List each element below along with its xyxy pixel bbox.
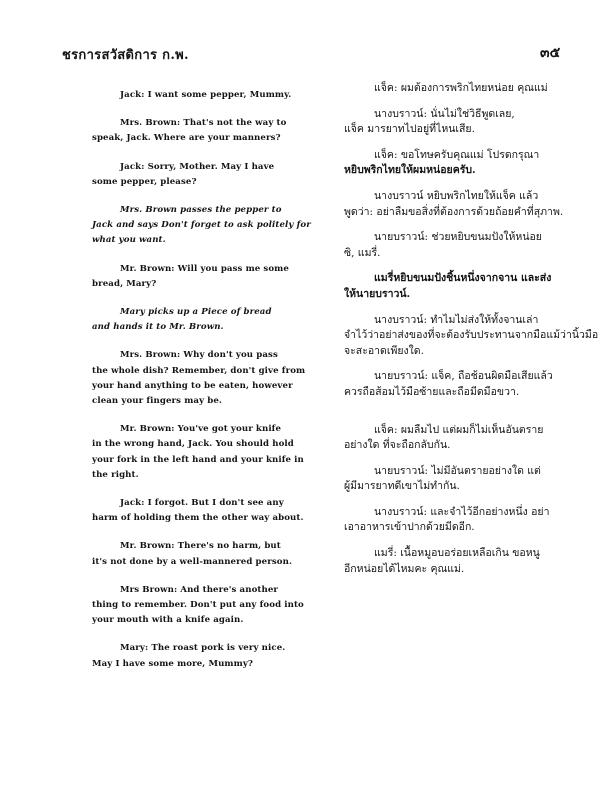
english-column (92, 88, 316, 685)
thai-line: นางบราวน์: นั่นไม่ใช่วิธีพูดเลย, แจ็ค มารยาทไปอยู่ที่ไหนเสีย. (344, 107, 515, 136)
dialogue-line: Mrs. Brown: That's not the way to speak, Jack. Where are your manners? (92, 118, 287, 144)
stage-direction: Mary picks up a Piece of bread and hands it to Mr. Brown. (92, 307, 272, 333)
thai-line: นายบราวน์: ช่วยหยิบขนมปังให้หน่อย ซิ, แมรี่. (344, 231, 542, 259)
thai-column (344, 81, 600, 587)
thai-line: นางบราวน์: ทำไมไม่ส่งให้ทั้งจานเล่า จำไว้ว่าอย่าส่งของที่จะต้องรับประทานจากมือแม้ว่านิ้วมือจะสะอาดเพียงใด. (344, 313, 599, 357)
thai-line: แจ็ค: ขอโทษครับคุณแม่ โปรดกรุณา หยิบพริกไทยให้ผมหน่อยครับ. (344, 148, 540, 177)
dialogue-line: Mrs. Brown: Why don't you pass the whole dish? Remember, don't give from your hand anything to be eaten, however clean your fingers may be. (92, 350, 306, 407)
dialogue-line: Mr. Brown: You've got your knife in the wrong hand, Jack. You should hold your fork in the left hand and your knife in the right. (92, 424, 304, 480)
dialogue-line: Jack: I forgot. But I don't see any harm of holding them the other way about. (92, 498, 304, 524)
dialogue-line: Jack: Sorry, Mother. May I have some pepper, please? (92, 161, 275, 187)
thai-line: แจ็ค: ผมลืมไป แต่ผมก็ไม่เห็นอันตราย อย่างใด ที่จะถือกลับกัน. (344, 423, 544, 452)
page-number: ๓๕ (540, 45, 561, 61)
thai-line: นายบราวน์: แจ็ค, ถือช้อนผิดมือเสียแล้ว ควรถือส้อมไว้มือซ้ายและถือมีดมือขวา. (344, 370, 553, 398)
stage-direction: Mrs. Brown passes the pepper to Jack and says Don't forget to ask politely for what you want. (92, 205, 311, 246)
dialogue-line: Mr. Brown: There's no harm, but it's not done by a well-mannered person. (92, 541, 293, 567)
dialogue-line: Jack: I want some pepper, Mummy. (120, 90, 292, 100)
dialogue-line: Mary: The roast pork is very nice. May I have some more, Mummy? (92, 643, 286, 669)
thai-line: นางบราวน์: และจำไว้อีกอย่างหนึ่ง อย่า เอาอาหารเข้าปากด้วยมีดอีก. (344, 505, 550, 534)
running-header: ชรการสวัสดิการ ก.พ. (62, 48, 189, 63)
thai-line: นางบราวน์ หยิบพริกไทยให้แจ็ค แล้ว พูดว่า: อย่าลืมขอสิ่งที่ต้องการด้วยถ้อยคำที่สุภาพ. (344, 189, 564, 218)
thai-line: แจ็ค: ผมต้องการพริกไทยหน่อย คุณแม่ (374, 82, 548, 94)
dialogue-line: Mr. Brown: Will you pass me some bread, Mary? (92, 263, 289, 289)
thai-line: แมรี่: เนื้อหมูอบอร่อยเหลือเกิน ขอหนู อีกหน่อยได้ไหมคะ คุณแม่. (344, 547, 540, 575)
dialogue-line: Mrs Brown: And there's another thing to remember. Don't put any food into your mouth with a knife again. (92, 584, 304, 626)
thai-line: นายบราวน์: ไม่มีอันตรายอย่างใด แต่ ผู้มีมารยาทดีเขาไม่ทำกัน. (344, 464, 541, 493)
thai-stage-direction: แมรี่หยิบขนมปังชิ้นหนึ่งจากจาน และส่ง ให้นายบราวน์. (344, 272, 552, 300)
